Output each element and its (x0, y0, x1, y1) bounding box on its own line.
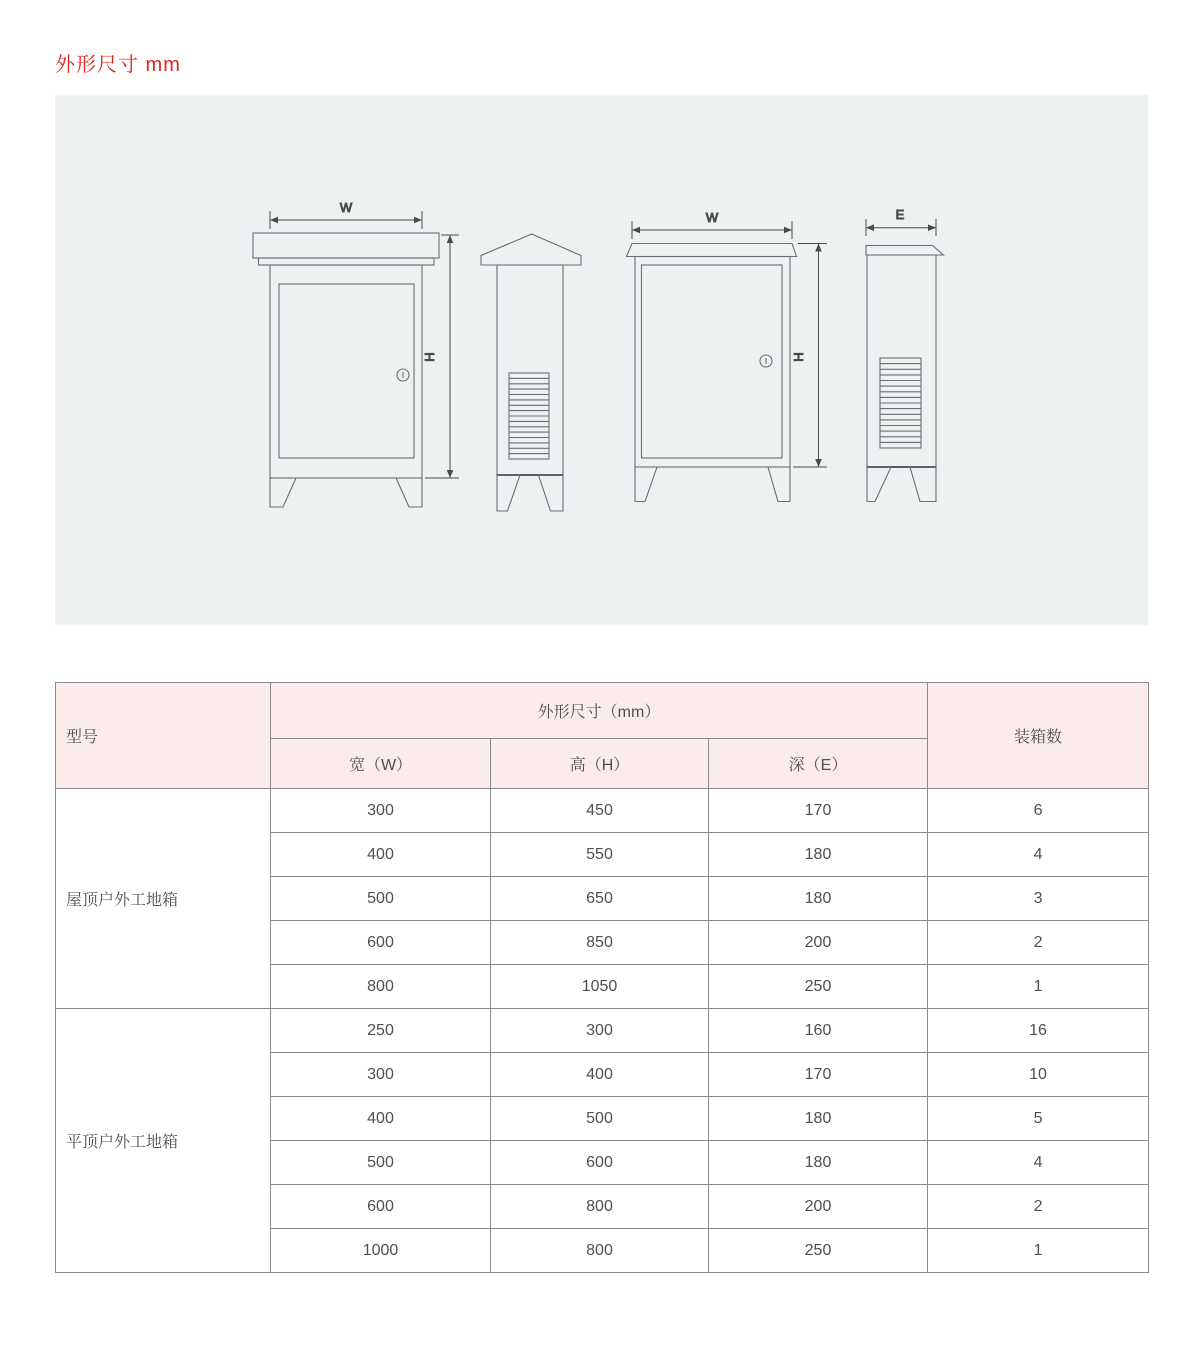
cell-depth: 200 (709, 921, 928, 965)
depth-dimension (866, 207, 936, 236)
width-dimension (632, 210, 792, 239)
cell-packing: 4 (928, 1141, 1149, 1185)
cabinet-door (642, 265, 783, 458)
table-header-row (56, 683, 1149, 739)
left-leg (270, 478, 296, 507)
right-leg (539, 475, 564, 511)
flat-cap (866, 246, 944, 256)
cell-depth: 250 (709, 1229, 928, 1273)
cell-height: 300 (491, 1009, 709, 1053)
flat-box-front-view (627, 210, 828, 502)
table-row (56, 1009, 1149, 1053)
cell-packing: 2 (928, 921, 1149, 965)
table-row (56, 789, 1149, 833)
col-header-packing: 装箱数 (928, 683, 1149, 789)
roof-box-side-view (481, 234, 581, 511)
cell-depth: 180 (709, 833, 928, 877)
cell-depth: 180 (709, 1141, 928, 1185)
cell-width: 250 (271, 1009, 491, 1053)
cell-depth: 250 (709, 965, 928, 1009)
cell-packing: 2 (928, 1185, 1149, 1229)
cell-height: 600 (491, 1141, 709, 1185)
cell-width: 500 (271, 1141, 491, 1185)
left-leg (867, 467, 891, 502)
cell-width: 600 (271, 921, 491, 965)
cell-height: 800 (491, 1229, 709, 1273)
dimensions-table (55, 682, 1149, 1273)
cell-height: 450 (491, 789, 709, 833)
cabinet-door (279, 284, 414, 458)
model-cell: 平顶户外工地箱 (56, 1009, 271, 1273)
cabinet-body (867, 255, 936, 467)
cell-height: 850 (491, 921, 709, 965)
cell-depth: 170 (709, 789, 928, 833)
cell-packing: 16 (928, 1009, 1149, 1053)
flat-box-side-view (866, 207, 944, 502)
cell-depth: 180 (709, 877, 928, 921)
cell-height: 650 (491, 877, 709, 921)
cell-packing: 3 (928, 877, 1149, 921)
cell-packing: 1 (928, 965, 1149, 1009)
col-header-depth: 深（E） (709, 739, 928, 789)
col-header-width: 宽（W） (271, 739, 491, 789)
rain-cap (253, 233, 439, 258)
model-cell: 屋顶户外工地箱 (56, 789, 271, 1009)
width-dimension (270, 200, 422, 229)
left-leg (635, 467, 657, 502)
cell-width: 400 (271, 1097, 491, 1141)
width-label: W (339, 200, 353, 215)
right-leg (768, 467, 790, 502)
cabinet-body (635, 257, 790, 468)
cabinet-dimension-drawings (55, 95, 1148, 625)
cell-depth: 200 (709, 1185, 928, 1229)
cell-height: 400 (491, 1053, 709, 1097)
cell-packing: 6 (928, 789, 1149, 833)
cell-width: 800 (271, 965, 491, 1009)
cell-depth: 170 (709, 1053, 928, 1097)
cell-width: 300 (271, 1053, 491, 1097)
cell-packing: 10 (928, 1053, 1149, 1097)
cell-packing: 5 (928, 1097, 1149, 1141)
page-title: 外形尺寸 mm (55, 54, 181, 76)
cell-height: 550 (491, 833, 709, 877)
cell-depth: 180 (709, 1097, 928, 1141)
height-label: H (422, 352, 437, 362)
col-header-height: 高（H） (491, 739, 709, 789)
roof-box-front-view (253, 200, 459, 507)
cell-width: 500 (271, 877, 491, 921)
left-leg (497, 475, 520, 511)
cell-height: 500 (491, 1097, 709, 1141)
cell-width: 300 (271, 789, 491, 833)
cell-height: 800 (491, 1185, 709, 1229)
width-label: W (705, 210, 719, 225)
louver-vent (509, 373, 549, 459)
depth-label: E (895, 207, 905, 222)
right-leg (910, 467, 936, 502)
cell-width: 1000 (271, 1229, 491, 1273)
cell-width: 600 (271, 1185, 491, 1229)
flat-visor (627, 244, 797, 257)
cabinet-body (270, 265, 422, 478)
cell-width: 400 (271, 833, 491, 877)
louver-vent (880, 358, 921, 448)
door-lock-icon (397, 369, 409, 381)
drawings-panel (55, 95, 1148, 625)
col-header-dimensions: 外形尺寸（mm） (271, 683, 928, 739)
cell-height: 1050 (491, 965, 709, 1009)
rain-cap-lip (259, 258, 435, 265)
height-dimension (791, 244, 827, 468)
right-leg (396, 478, 422, 507)
cell-packing: 1 (928, 1229, 1149, 1273)
cell-packing: 4 (928, 833, 1149, 877)
height-dimension (422, 235, 459, 478)
height-label: H (791, 352, 806, 362)
door-lock-icon (760, 355, 772, 367)
col-header-model: 型号 (56, 683, 271, 789)
cell-depth: 160 (709, 1009, 928, 1053)
cabinet-body (497, 265, 563, 475)
pitched-roof (481, 234, 581, 265)
